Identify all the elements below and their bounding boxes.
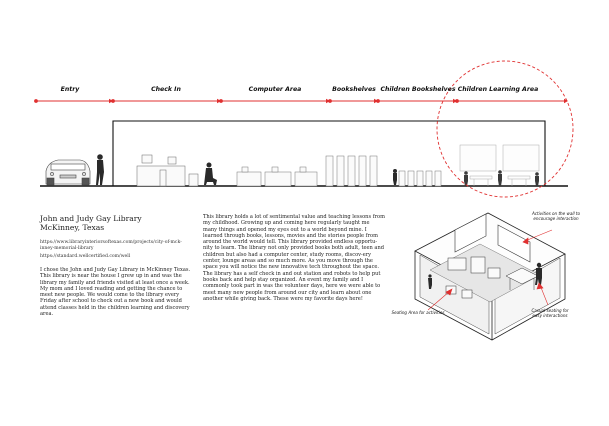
timeline-node [111, 99, 115, 103]
timeline-node [376, 99, 380, 103]
stage-label-check-in: Check In [151, 86, 181, 93]
bookshelves [326, 156, 377, 186]
annotation-wall-activities: Activities on the wall to encourage interaction [532, 211, 581, 222]
annotation-casual-seating: Casual seating for easy interactions [531, 308, 569, 319]
children-bookshelves [399, 171, 441, 186]
paragraph-intro: I chose the John and Judy Gay Library in McKinney Texas. This library is near the house I grew up in and was the library my family and friends visited at least once a week. My mom and I loved reading and getting the chance to meet new people. We would come to the library every Friday after school to check out a new book and would attend classes held in the children learning and discovery area. [40, 267, 191, 318]
stage-label-entry: Entry [60, 86, 80, 93]
source-url-2[interactable]: https://standard.wellcertified.com/well [40, 254, 131, 259]
stage-label-bookshelves: Bookshelves [332, 86, 376, 93]
stage-label-children-bookshelves: Children Bookshelves [380, 86, 456, 93]
computer-tables [237, 167, 317, 186]
child-figure-shelves [393, 169, 397, 185]
highlight-circle [437, 61, 573, 197]
person-figure [96, 154, 104, 185]
library-name: John and Judy Gay Library [40, 214, 142, 223]
paragraph-story: This library holds a lot of sentimental value and teaching lessons from my childhood. Growing up and coming here regularly taught me many things and opened my eyes out to a world beyond mine. I learned through books, lessons, movies and the stories people from around the world would tell. This library provided endless opportu-nity to learn. The library not only provided books both adult, teen and children but also had a computer center, study rooms, discov-ery center, lounge areas and so much more. As you move through the space you will notice the new innovative tech throughout the space. The library has a self check in and out station and robots to help put books back and help stay organized. An event my family and I commonly took part in was the volunteer days, here we were able to meet many new people from around our city and learn about one another while giving back. These were my favorite days here! [203, 214, 385, 302]
timeline-node [34, 99, 38, 103]
timeline-node [455, 99, 459, 103]
stage-label-computer-area: Computer Area [248, 86, 302, 93]
seated-person-checkin [204, 163, 217, 186]
timeline-arrows [34, 99, 568, 103]
timeline-node [219, 99, 223, 103]
source-url-1[interactable]: https://www.libraryinteriorsoftexas.com/projects/city-of-mck-inney-memorial-library [40, 240, 182, 251]
checkin-desk [137, 155, 198, 186]
timeline-node [328, 99, 332, 103]
library-city: McKinney, Texas [40, 223, 105, 232]
car-silhouette [46, 160, 90, 185]
stage-label-children-learning-area: Children Learning Area [457, 86, 539, 93]
annotation-seating-area: Seating Area for activities [391, 310, 445, 315]
